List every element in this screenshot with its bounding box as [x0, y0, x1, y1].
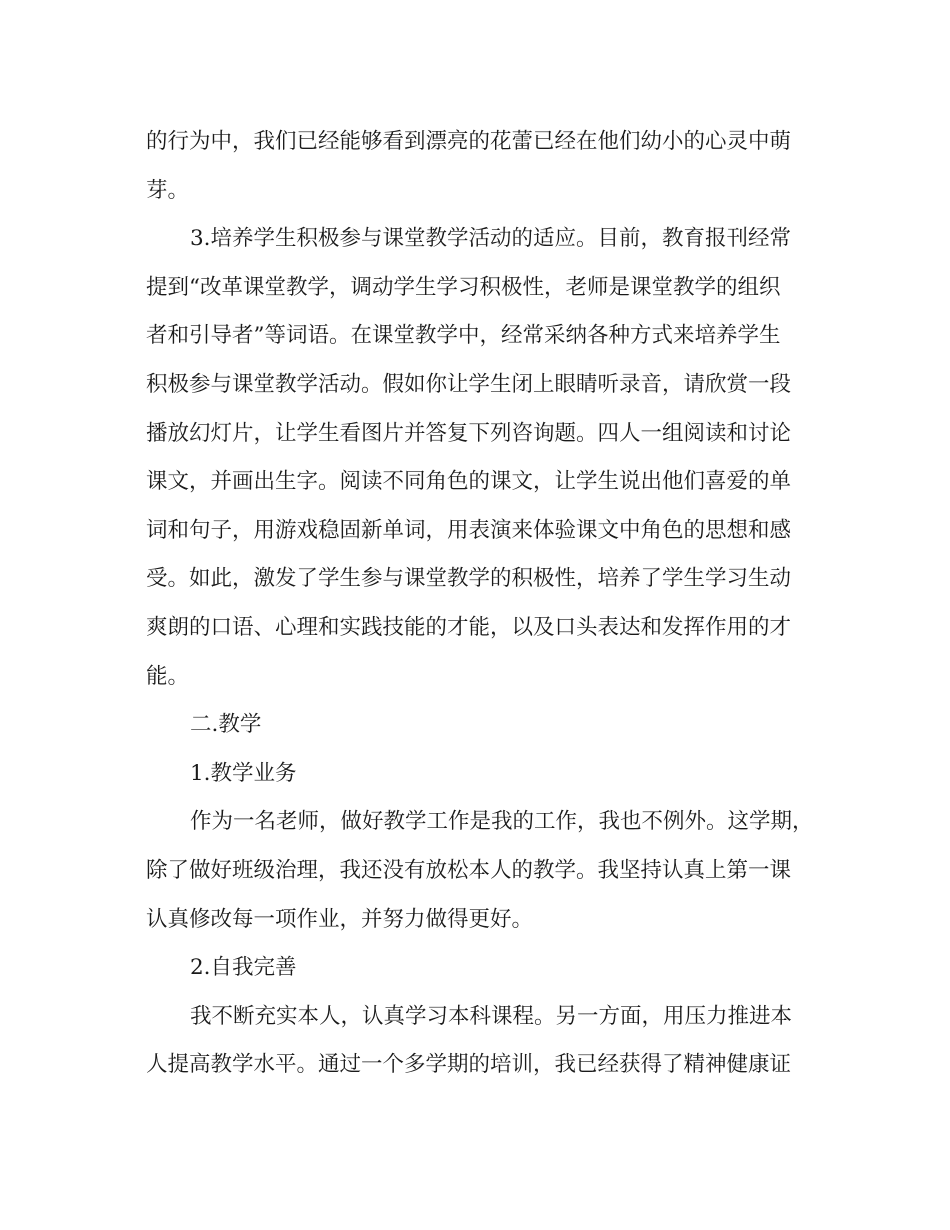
- text-line: 受。如此，激发了学生参与课堂教学的积极性，培养了学生学习生动: [146, 566, 792, 592]
- text-line: 者和引导者”等词语。在课堂教学中，经常采纳各种方式来培养学生: [146, 323, 781, 349]
- subsection-heading: 1.教学业务: [190, 760, 297, 786]
- text-line: 认真修改每一项作业，并努力做得更好。: [146, 906, 534, 932]
- text-line: 芽。: [146, 177, 190, 203]
- paragraph-start-line: 我不断充实本人，认真学习本科课程。另一方面，用压力推进本: [190, 1003, 793, 1029]
- text-line: 人提高教学水平。通过一个多学期的培训，我已经获得了精神健康证: [146, 1052, 792, 1078]
- document-body: [146, 118, 814, 1090]
- section-heading: 二.教学: [190, 712, 262, 738]
- text-line: 积极参与课堂教学活动。假如你让学生闭上眼睛听录音，请欣赏一段: [146, 371, 792, 397]
- text-line: 课文，并画出生字。阅读不同角色的课文，让学生说出他们喜爱的单: [146, 469, 792, 495]
- paragraph-start-line: 3.培养学生积极参与课堂教学活动的适应。目前，教育报刊经常: [190, 226, 792, 252]
- text-line: 播放幻灯片，让学生看图片并答复下列咨询题。四人一组阅读和讨论: [146, 420, 792, 446]
- paragraph-start-line: 作为一名老师，做好教学工作是我的工作，我也不例外。这学期，: [190, 809, 814, 835]
- text-line: 能。: [146, 663, 190, 689]
- text-line: 爽朗的口语、心理和实践技能的才能，以及口头表达和发挥作用的才: [146, 614, 792, 640]
- subsection-heading: 2.自我完善: [190, 955, 297, 981]
- text-line: 除了做好班级治理，我还没有放松本人的教学。我坚持认真上第一课: [146, 857, 792, 883]
- text-line: 的行为中，我们已经能够看到漂亮的花蕾已经在他们幼小的心灵中萌: [146, 129, 792, 154]
- text-line: 词和句子，用游戏稳固新单词，用表演来体验课文中角色的思想和感: [146, 517, 792, 543]
- text-line: 提到“改革课堂教学，调动学生学习积极性，老师是课堂教学的组织: [146, 274, 781, 300]
